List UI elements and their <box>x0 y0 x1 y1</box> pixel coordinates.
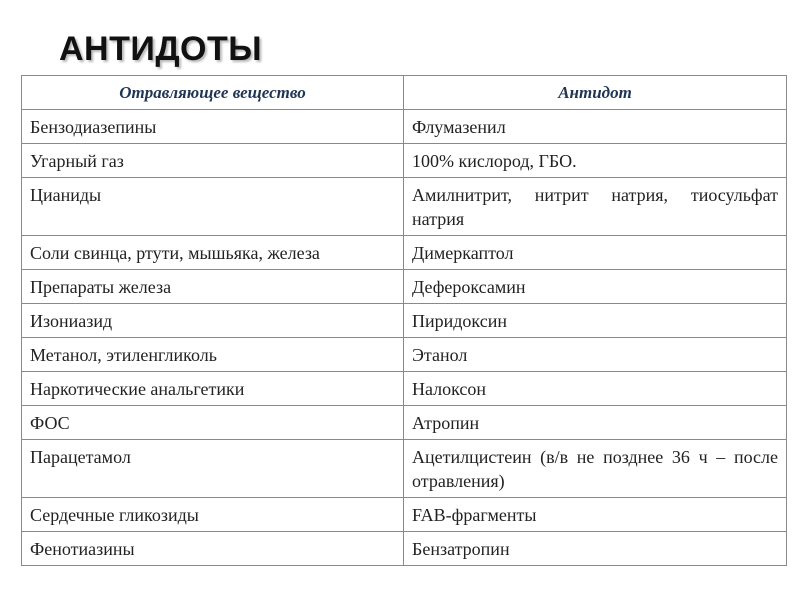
cell-substance: Бензодиазепины <box>22 110 404 144</box>
cell-substance: ФОС <box>22 406 404 440</box>
table-row <box>22 236 787 270</box>
cell-antidote: 100% кислород, ГБО. <box>404 144 787 178</box>
table-row <box>22 304 787 338</box>
cell-antidote: Ацетилцистеин (в/в не позднее 36 ч – после отравления) <box>404 440 787 498</box>
cell-substance: Метанол, этиленгликоль <box>22 338 404 372</box>
table-row <box>22 406 787 440</box>
table-row <box>22 270 787 304</box>
table-row <box>22 178 787 236</box>
cell-substance: Фенотиазины <box>22 532 404 566</box>
cell-substance: Наркотические анальгетики <box>22 372 404 406</box>
cell-substance: Соли свинца, ртути, мышьяка, железа <box>22 236 404 270</box>
cell-antidote: Атропин <box>404 406 787 440</box>
page-title: АНТИДОТЫ <box>59 30 263 68</box>
header-toxic-substance: Отравляющее вещество <box>22 76 404 110</box>
cell-substance: Угарный газ <box>22 144 404 178</box>
table-row <box>22 498 787 532</box>
cell-antidote: Дефероксамин <box>404 270 787 304</box>
cell-substance: Препараты железа <box>22 270 404 304</box>
table-row <box>22 110 787 144</box>
cell-substance: Парацетамол <box>22 440 404 498</box>
table-row <box>22 440 787 498</box>
cell-antidote: Димеркаптол <box>404 236 787 270</box>
table-row <box>22 372 787 406</box>
table-row <box>22 532 787 566</box>
cell-substance: Цианиды <box>22 178 404 236</box>
cell-antidote: Флумазенил <box>404 110 787 144</box>
header-antidote: Антидот <box>404 76 787 110</box>
cell-antidote: Пиридоксин <box>404 304 787 338</box>
cell-antidote: Бензатропин <box>404 532 787 566</box>
cell-substance: Сердечные гликозиды <box>22 498 404 532</box>
cell-antidote: Налоксон <box>404 372 787 406</box>
cell-antidote: Амилнитрит, нитрит натрия, тиосульфат натрия <box>404 178 787 236</box>
cell-antidote: Этанол <box>404 338 787 372</box>
table-row <box>22 338 787 372</box>
antidotes-table <box>21 75 787 566</box>
table-header-row <box>22 76 787 110</box>
table-row <box>22 144 787 178</box>
cell-substance: Изониазид <box>22 304 404 338</box>
cell-antidote: FAB-фрагменты <box>404 498 787 532</box>
